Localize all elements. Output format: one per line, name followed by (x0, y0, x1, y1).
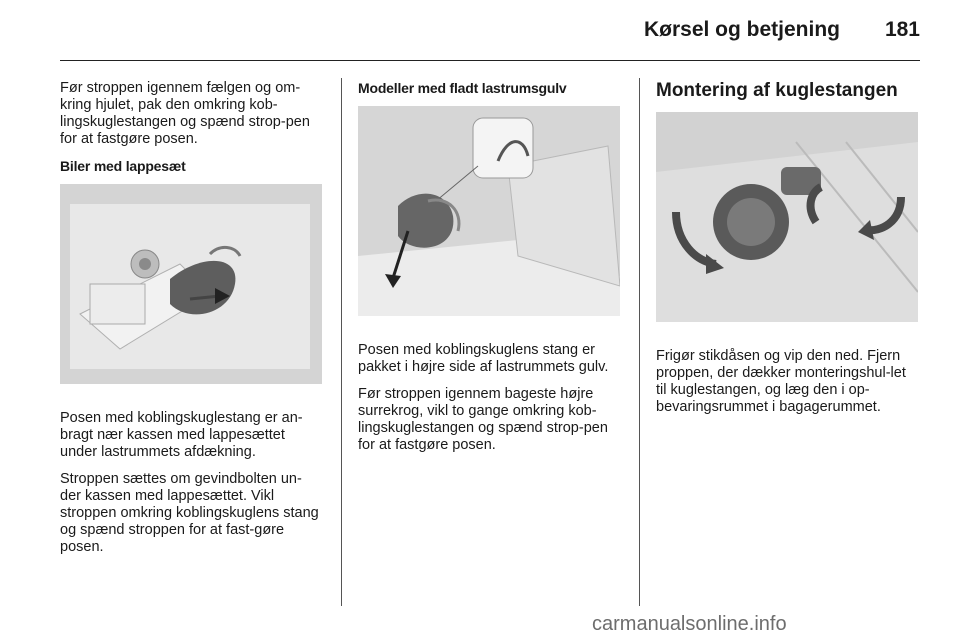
figure-flat-floor-illustration (358, 106, 620, 316)
intro-paragraph: Før stroppen igennem fælgen og om-kring hjulet, pak den omkring kob-lingskuglestangen og spænd strop-pen for at fastgøre posen. (60, 80, 310, 147)
column-divider-1 (341, 78, 342, 606)
subheading-flat-floor: Modeller med fladt lastrumsgulv (358, 80, 567, 96)
paragraph-mounting-instructions: Frigør stikdåsen og vip den ned. Fjern proppen, der dækker monteringshul-let til kuglestangen, og læg den i op-bevaringsrummet i bagagerummet. (656, 348, 906, 415)
column-3 (656, 80, 918, 426)
paragraph-bag-location: Posen med koblingskuglestang er an-bragt nær kassen med lappesættet under lastrummets afdækning. (60, 410, 303, 460)
paragraph-bag-packed: Posen med koblingskuglens stang er pakket i højre side af lastrummets gulv. (358, 342, 609, 375)
paragraph-strap-flat-floor: Før stroppen igennem bageste højre surrekrog, vikl to gange omkring kob-lingskuglestangen og spænd strop-pen for at fastgøre posen. (358, 386, 608, 453)
header-rule (60, 60, 920, 61)
section-heading-mounting: Montering af kuglestangen (656, 80, 898, 101)
column-1 (60, 80, 322, 566)
figure-repair-kit-illustration (60, 184, 322, 384)
figure-mounting-illustration (656, 112, 918, 322)
column-2 (358, 80, 620, 464)
paragraph-strap-instructions: Stroppen sættes om gevindbolten un-der kassen med lappesættet. Vikl stroppen omkring koblingskuglens stang og spænd stroppen for at fast-gøre posen. (60, 471, 319, 555)
subheading-repair-kit: Biler med lappesæt (60, 158, 186, 174)
page-number: 181 (884, 18, 920, 41)
column-divider-2 (639, 78, 640, 606)
watermark: carmanualsonline.info (592, 613, 787, 635)
header-title: Kørsel og betjening (643, 18, 840, 41)
